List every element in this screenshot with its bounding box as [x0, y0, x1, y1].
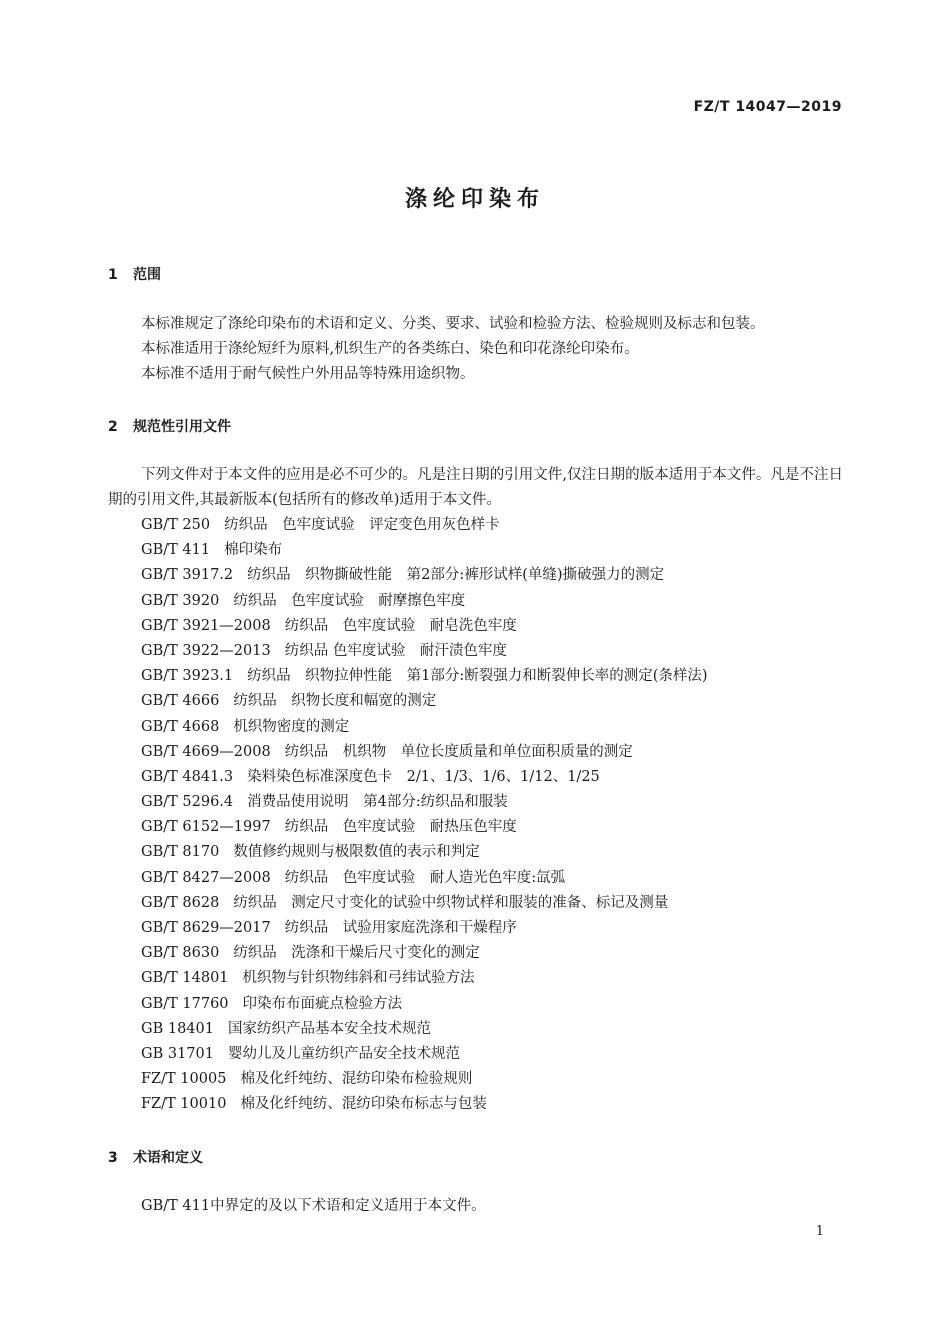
- reference-code: GB/T 411: [141, 542, 211, 559]
- reference-title: 纺织品 色牢度试验 耐人造光色牢度:氙弧: [284, 869, 566, 886]
- reference-code: GB 31701: [141, 1045, 214, 1062]
- reference-title: 数值修约规则与极限数值的表示和判定: [233, 844, 480, 861]
- reference-title: 纺织品 色牢度试验 耐皂洗色牢度: [284, 617, 517, 634]
- section-title: 范围: [133, 267, 161, 283]
- document-title: 涤纶印染布: [404, 187, 545, 212]
- reference-code: GB/T 4668: [141, 718, 220, 735]
- reference-code: GB/T 4841.3: [141, 768, 234, 785]
- reference-item: [141, 715, 708, 740]
- section-heading-terms-and-definitions: [108, 1147, 203, 1167]
- reference-title: 消费品使用说明 第4部分:纺织品和服装: [247, 794, 508, 811]
- section-number: 2: [108, 419, 118, 435]
- reference-code: GB/T 3917.2: [141, 567, 234, 584]
- reference-title: 纺织品 测定尺寸变化的试验中织物试样和服装的准备、标记及测量: [233, 894, 669, 911]
- paragraph: 本标准不适用于耐气候性户外用品等特殊用途织物。: [141, 366, 475, 382]
- reference-title: 纺织品 色牢度试验 耐摩擦色牢度: [233, 592, 466, 609]
- reference-item: [141, 1067, 708, 1092]
- paragraph: 本标准适用于涤纶短纤为原料,机织生产的各类练白、染色和印花涤纶印染布。: [141, 341, 639, 357]
- reference-code: GB/T 3920: [141, 592, 220, 609]
- section-title: 规范性引用文件: [133, 419, 231, 435]
- reference-item: [141, 790, 708, 815]
- reference-item: [141, 689, 708, 714]
- reference-code: GB/T 3921—2008: [141, 617, 271, 634]
- paragraph: GB/T 411中界定的及以下术语和定义适用于本文件。: [141, 1198, 486, 1214]
- reference-title: 纺织品 织物长度和幅宽的测定: [233, 693, 437, 710]
- reference-item: [141, 740, 708, 765]
- reference-title: 纺织品 机织物 单位长度质量和单位面积质量的测定: [284, 743, 633, 760]
- reference-item: [141, 1017, 708, 1042]
- reference-code: GB/T 5296.4: [141, 794, 234, 811]
- reference-item: [141, 538, 708, 563]
- reference-item: [141, 992, 708, 1017]
- reference-code: GB/T 17760: [141, 995, 229, 1012]
- reference-title: 纺织品 色牢度试验 评定变色用灰色样卡: [224, 517, 500, 533]
- reference-code: GB/T 3923.1: [141, 668, 234, 685]
- reference-code: FZ/T 10005: [141, 1071, 227, 1088]
- standard-number: FZ/T 14047—2019: [693, 99, 842, 115]
- reference-title: 机织物与针织物纬斜和弓纬试验方法: [242, 970, 475, 987]
- reference-title: 棉及化纤纯纺、混纺印染布标志与包装: [240, 1096, 487, 1113]
- reference-code: GB/T 8427—2008: [141, 869, 271, 886]
- reference-code: GB/T 8628: [141, 894, 220, 911]
- reference-title: 纺织品 洗涤和干燥后尺寸变化的测定: [233, 945, 480, 962]
- paragraph: 本标准规定了涤纶印染布的术语和定义、分类、要求、试验和检验方法、检验规则及标志和包装。: [141, 316, 765, 332]
- reference-title: 婴幼儿及儿童纺织产品安全技术规范: [227, 1045, 460, 1062]
- reference-item: [141, 589, 708, 614]
- reference-code: GB/T 8630: [141, 945, 220, 962]
- reference-item: [141, 815, 708, 840]
- section-heading-scope: [108, 264, 161, 284]
- reference-code: GB/T 14801: [141, 970, 229, 987]
- section-number: 1: [108, 267, 118, 283]
- reference-title: 纺织品 色牢度试验 耐汗渍色牢度: [284, 642, 507, 659]
- reference-title: 纺织品 织物撕破性能 第2部分:裤形试样(单缝)撕破强力的测定: [247, 567, 665, 584]
- paragraph: 下列文件对于本文件的应用是必不可少的。凡是注日期的引用文件,仅注日期的版本适用于本文件。凡是不注日期的引用文件,其最新版本(包括所有的修改单)适用于本文件。: [108, 467, 843, 508]
- reference-item: [141, 765, 708, 790]
- reference-item: [141, 513, 708, 538]
- reference-item: [141, 664, 708, 689]
- reference-title: 棉印染布: [224, 542, 283, 559]
- reference-code: GB/T 6152—1997: [141, 819, 271, 836]
- reference-title: 棉及化纤纯纺、混纺印染布检验规则: [240, 1071, 473, 1088]
- reference-item: [141, 1092, 708, 1117]
- section-heading-normative-references: [108, 416, 231, 436]
- reference-item: [141, 866, 708, 891]
- reference-item: [141, 614, 708, 639]
- reference-code: GB 18401: [141, 1020, 214, 1037]
- reference-code: FZ/T 10010: [141, 1096, 227, 1113]
- reference-item: [141, 639, 708, 664]
- reference-code: GB/T 3922—2013: [141, 642, 271, 659]
- reference-item: [141, 941, 708, 966]
- reference-title: 纺织品 色牢度试验 耐热压色牢度: [284, 819, 517, 836]
- reference-item: [141, 891, 708, 916]
- reference-title: 印染布布面疵点检验方法: [242, 995, 403, 1012]
- reference-code: GB/T 4669—2008: [141, 743, 271, 760]
- reference-item: [141, 916, 708, 941]
- section-title: 术语和定义: [133, 1150, 203, 1166]
- reference-item: [141, 966, 708, 991]
- reference-code: GB/T 4666: [141, 693, 220, 710]
- reference-title: 纺织品 试验用家庭洗涤和干燥程序: [284, 920, 517, 936]
- reference-title: 纺织品 织物拉伸性能 第1部分:断裂强力和断裂伸长率的测定(条样法): [247, 668, 708, 685]
- page-number: 1: [815, 1224, 824, 1239]
- reference-item: [141, 1042, 708, 1067]
- reference-title: 染料染色标准深度色卡 2/1、1/3、1/6、1/12、1/25: [247, 768, 600, 785]
- reference-title: 机织物密度的测定: [233, 718, 350, 735]
- reference-list: [141, 513, 708, 1118]
- reference-item: [141, 840, 708, 865]
- reference-code: GB/T 8170: [141, 844, 220, 861]
- reference-title: 国家纺织产品基本安全技术规范: [227, 1020, 431, 1037]
- section-number: 3: [108, 1150, 118, 1166]
- reference-code: GB/T 250: [141, 517, 211, 533]
- reference-code: GB/T 8629—2017: [141, 920, 271, 936]
- reference-item: [141, 563, 708, 588]
